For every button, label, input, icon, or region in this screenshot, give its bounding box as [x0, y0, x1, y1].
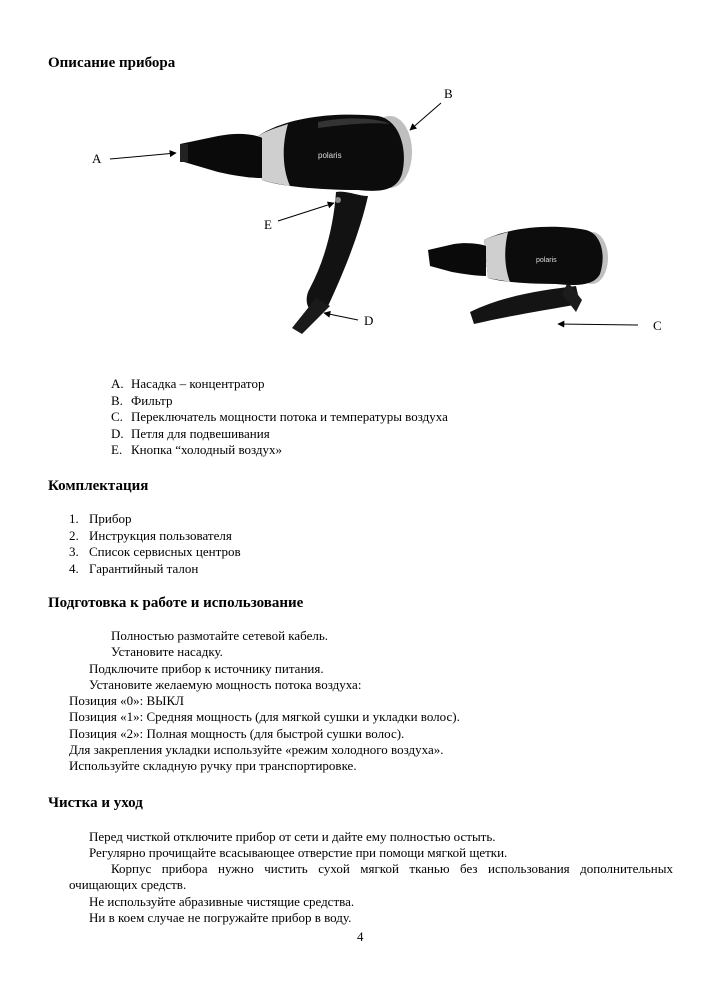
callout-d-arrow — [324, 313, 358, 320]
text-line: Установите насадку. — [111, 644, 223, 660]
usage-text — [69, 628, 460, 775]
section-title-cleaning: Чистка и уход — [48, 795, 143, 811]
text-line: Позиция «1»: Средняя мощность (для мягкой сушки и укладки волос). — [69, 709, 460, 725]
cleaning-text-bottom — [89, 894, 354, 927]
list-item: E. Кнопка “холодный воздух» — [111, 442, 283, 457]
list-item: 3. Список сервисных центров — [69, 544, 241, 559]
section-title-usage: Подготовка к работе и использование — [48, 595, 304, 611]
text-line: Полностью размотайте сетевой кабель. — [111, 628, 329, 643]
list-item: C. Переключатель мощности потока и температуры воздуха — [111, 409, 448, 424]
svg-text:polaris: polaris — [536, 257, 557, 264]
text-line: Используйте складную ручку при транспортировке. — [69, 758, 357, 774]
parts-list — [111, 376, 448, 459]
text-line: Установите желаемую мощность потока воздуха: — [89, 676, 362, 692]
text-line: Подключите прибор к источнику питания. — [89, 660, 324, 676]
list-item: D. Петля для подвешивания — [111, 425, 270, 441]
callout-a-arrow — [110, 153, 176, 159]
page-number: 4 — [357, 929, 364, 944]
callout-b-arrow — [410, 103, 441, 130]
callout-label-d: D — [364, 313, 374, 328]
text-line: Позиция «0»: ВЫКЛ — [69, 693, 184, 709]
callout-label-b: B — [444, 86, 453, 101]
section-title-description: Описание прибора — [48, 55, 176, 71]
list-item: B. Фильтр — [111, 392, 173, 408]
text-line: Регулярно прочищайте всасывающее отверстие при помощи мягкой щетки. — [89, 845, 508, 861]
section-title-contents: Комплектация — [48, 478, 149, 494]
callout-label-c: C — [653, 318, 662, 333]
text-line: Позиция «2»: Полная мощность (для быстрой сушки волос). — [69, 725, 405, 741]
text-line: Для закрепления укладки используйте «режим холодного воздуха». — [69, 742, 444, 758]
callout-label-e: E — [264, 217, 272, 232]
text-line: Не используйте абразивные чистящие средства. — [89, 894, 355, 909]
list-item: A. Насадка – концентратор — [111, 376, 265, 391]
cleaning-text-top — [89, 829, 507, 862]
list-item: 1. Прибор — [69, 511, 132, 526]
callout-label-a: A — [92, 151, 102, 166]
list-item: 4. Гарантийный талон — [69, 560, 199, 576]
text-line: Ни в коем случае не погружайте прибор в воду. — [89, 910, 352, 926]
list-item: 2. Инструкция пользователя — [69, 527, 232, 543]
text-line: Перед чисткой отключите прибор от сети и дайте ему полностью остыть. — [89, 829, 496, 844]
callout-c-arrow — [558, 324, 638, 325]
callout-e-arrow — [278, 203, 334, 221]
svg-text:polaris: polaris — [318, 151, 342, 160]
contents-list — [69, 511, 241, 577]
cleaning-paragraph: Корпус прибора нужно чистить сухой мягкой тканью без использования дополнительных очищающих средств. — [69, 861, 673, 893]
